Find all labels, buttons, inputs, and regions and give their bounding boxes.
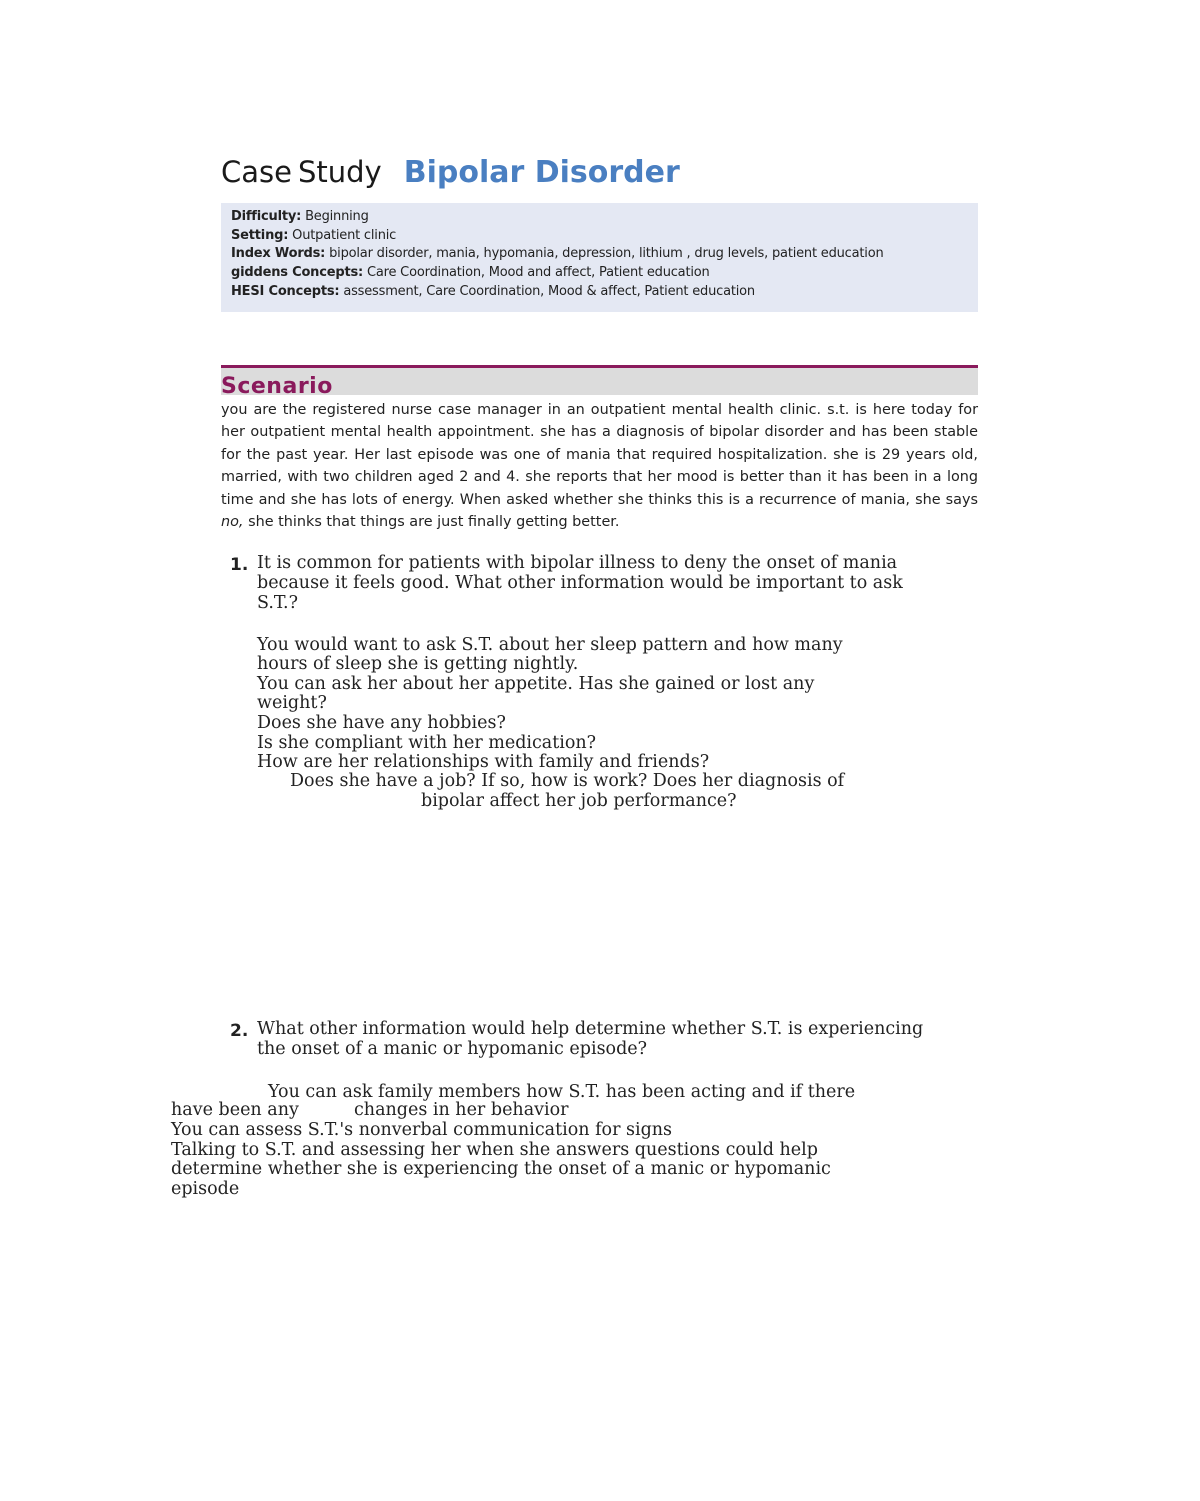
giddens-label: giddens Concepts: <box>231 265 364 281</box>
setting-value: Outpatient clinic <box>292 227 397 243</box>
answer-1-line: You would want to ask S.T. about her sleep pattern and how many <box>257 635 843 655</box>
scenario-heading-band <box>221 368 978 395</box>
answer-1-line: Does she have any hobbies? <box>257 713 506 733</box>
question-2-number: 2. <box>230 1021 249 1041</box>
scenario-text <box>221 399 978 533</box>
question-1-text <box>257 554 903 613</box>
question-2-line: the onset of a manic or hypomanic episode? <box>257 1038 648 1059</box>
hesi-line <box>231 283 968 302</box>
index-words-line <box>231 245 968 264</box>
answer-2-line: determine whether she is experiencing the onset of a manic or hypomanic <box>171 1159 831 1179</box>
answer-2-line: Talking to S.T. and assessing her when she answers questions could help <box>171 1140 818 1160</box>
scenario-heading: Scenario <box>221 374 333 399</box>
answer-1-line: Is she compliant with her medication? <box>257 733 597 753</box>
giddens-value: Care Coordination, Mood and affect, Patient education <box>366 265 710 281</box>
answer-1-line: bipolar affect her job performance? <box>421 791 737 811</box>
difficulty-value: Beginning <box>305 209 369 224</box>
scenario-text-main: you are the registered nurse case manager in an outpatient mental health clinic. s.t. is here today for her outpatient mental health appointment. she has a diagnosis of bipolar disorder and has been stable for the past year. Her last episode was one of mania that required hospitalization. she is 29 years old, married, with two children aged 2 and 4. she reports that her mood is better than it has been in a long time and she has lots of energy. When asked whether she thinks this is a recurrence of mania, she says <box>221 402 978 508</box>
hesi-label: HESI Concepts: <box>231 283 340 299</box>
question-1-line: S.T.? <box>257 592 298 613</box>
answer-2-line: changes in her behavior <box>354 1100 569 1120</box>
answer-2-line: have been any <box>171 1100 299 1120</box>
title-topic: Bipolar Disorder <box>403 155 680 190</box>
answer-1-line: You can ask her about her appetite. Has she gained or lost any <box>257 674 815 694</box>
answer-1-line: hours of sleep she is getting nightly. <box>257 654 579 674</box>
setting-line <box>231 227 968 246</box>
title-case: Case <box>221 155 292 189</box>
answer-2-line: You can ask family members how S.T. has been acting and if there <box>268 1082 856 1102</box>
answer-1-line: How are her relationships with family and friends? <box>257 752 710 772</box>
answer-1-line: weight? <box>257 693 327 713</box>
answer-1-line: Does she have a job? If so, how is work? Does her diagnosis of <box>290 771 845 791</box>
scenario-text-emphasis: no, <box>221 514 244 531</box>
index-words-value: bipolar disorder, mania, hypomania, depression, lithium , drug levels, patient education <box>329 246 884 262</box>
question-1-line: because it feels good. What other information would be important to ask <box>257 572 903 593</box>
case-info-box <box>221 203 978 312</box>
giddens-line <box>231 264 968 283</box>
difficulty-line <box>231 208 968 227</box>
answer-2-line: You can assess S.T.'s nonverbal communication for signs <box>171 1120 673 1140</box>
title-study: Study <box>297 155 382 189</box>
hesi-value: assessment, Care Coordination, Mood & affect, Patient education <box>343 283 755 299</box>
page-title <box>221 155 680 190</box>
question-2-text <box>257 1020 923 1060</box>
index-words-label: Index Words: <box>231 246 326 262</box>
scenario-text-end: she thinks that things are just finally getting better. <box>243 514 620 531</box>
answer-2-line: episode <box>171 1179 240 1199</box>
question-1-number: 1. <box>230 555 249 575</box>
difficulty-label: Difficulty: <box>231 209 302 224</box>
question-1-line: It is common for patients with bipolar illness to deny the onset of mania <box>257 553 898 573</box>
setting-label: Setting: <box>231 227 289 243</box>
question-2-line: What other information would help determine whether S.T. is experiencing <box>257 1019 924 1039</box>
